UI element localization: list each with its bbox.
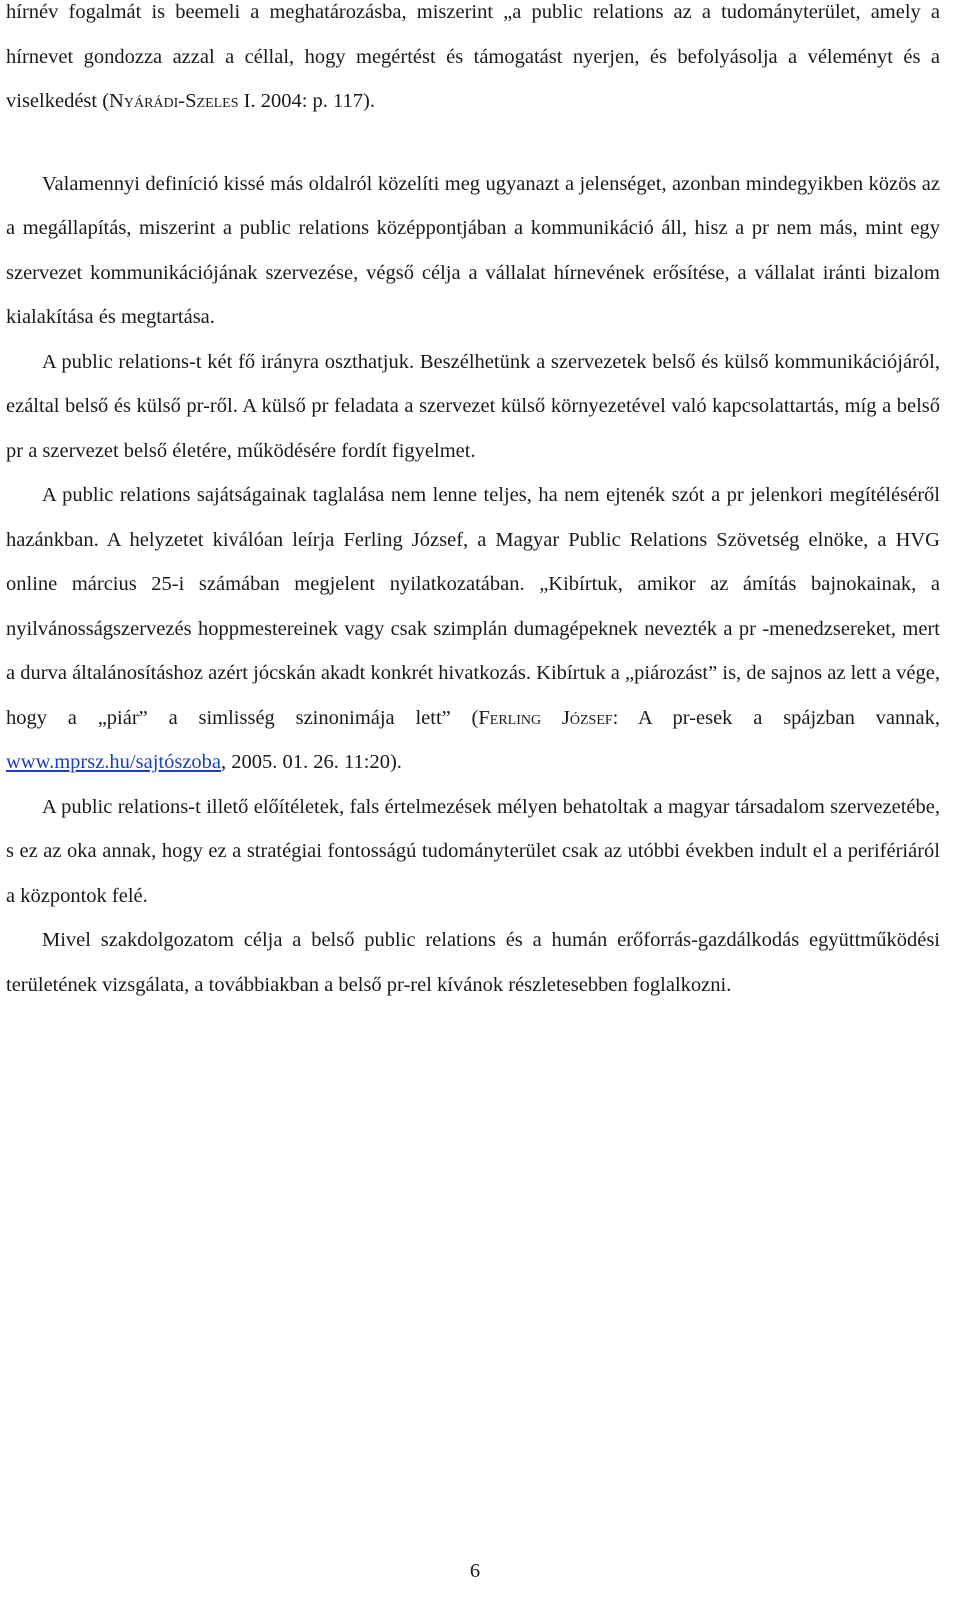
citation-author-1: Nyárádi-Szeles <box>109 90 239 112</box>
paragraph-1-text-before: hírnév fogalmát is beemeli a meghatározásba, miszerint „a public relations az a tudományterület, amely a hírnevet gondozza azzal a céllal, hogy megértést és támogatást nyerjen, és befolyásolja a véleményt és a viselkedést ( <box>6 1 940 112</box>
document-page <box>6 0 940 1007</box>
paragraph-1 <box>6 0 940 124</box>
paragraph-4-text-after: , 2005. 01. 26. 11:20). <box>221 751 402 773</box>
source-link[interactable]: www.mprsz.hu/sajtószoba <box>6 751 222 773</box>
citation-author-2: Ferling József <box>478 706 613 729</box>
page-number: 6 <box>469 1560 481 1582</box>
paragraph-4-text-mid: : A pr-esek a spájzban vannak, <box>612 706 940 729</box>
paragraph-4-text-before: A public relations sajátságainak taglalása nem lenne teljes, ha nem ejtenék szót a pr jelenkori megítéléséről hazánkban. A helyzetet kiválóan leírja Ferling József, a Magyar Public Relations Szövetség elnöke, a HVG online március 25-i számában megjelent nyilatkozatában. „Kibírtuk, amikor az ámítás bajnokainak, a nyilvánosságszervezés hoppmestereinek vagy csak szimplán dumagépeknek nevezték a pr -menedzsereket, mert a durva általánosításhoz azért jócskán akadt konkrét hivatkozás. Kibírtuk a „piározást” is, de sajnos az lett a vége, hogy a „piár” a simlisség szinonimája lett” ( <box>6 484 940 729</box>
paragraph-5: A public relations-t illető előítéletek, fals értelmezések mélyen behatoltak a magyar társadalom szervezetébe, s ez az oka annak, hogy ez a stratégiai fontosságú tudományterület csak az utóbbi években indult el a perifériáról a központok felé. <box>6 795 940 907</box>
paragraph-3: A public relations-t két fő irányra oszthatjuk. Beszélhetünk a szervezetek belső és külső kommunikációjáról, ezáltal belső és külső pr-ről. A külső pr feladata a szervezet külső környezetével való kapcsolattartás, míg a belső pr a szervezet belső életére, működésére fordít figyelmet. <box>6 350 940 462</box>
paragraph-4 <box>6 473 940 785</box>
paragraph-6: Mivel szakdolgozatom célja a belső public relations és a humán erőforrás-gazdálkodás együttműködési területének vizsgálata, a továbbiakban a belső pr-rel kívánok részletesebben foglalkozni. <box>6 929 940 996</box>
paragraph-2: Valamennyi definíció kissé más oldalról közelíti meg ugyanazt a jelenséget, azonban mindegyikben közös az a megállapítás, miszerint a public relations középpontjában a kommunikáció áll, hisz a pr nem más, mint egy szervezet kommunikációjának szervezése, végső célja a vállalat hírnevének erősítése, a vállalat iránti bizalom kialakítása és megtartása. <box>6 172 940 328</box>
paragraph-1-text-after: I. 2004: p. 117). <box>238 90 375 112</box>
